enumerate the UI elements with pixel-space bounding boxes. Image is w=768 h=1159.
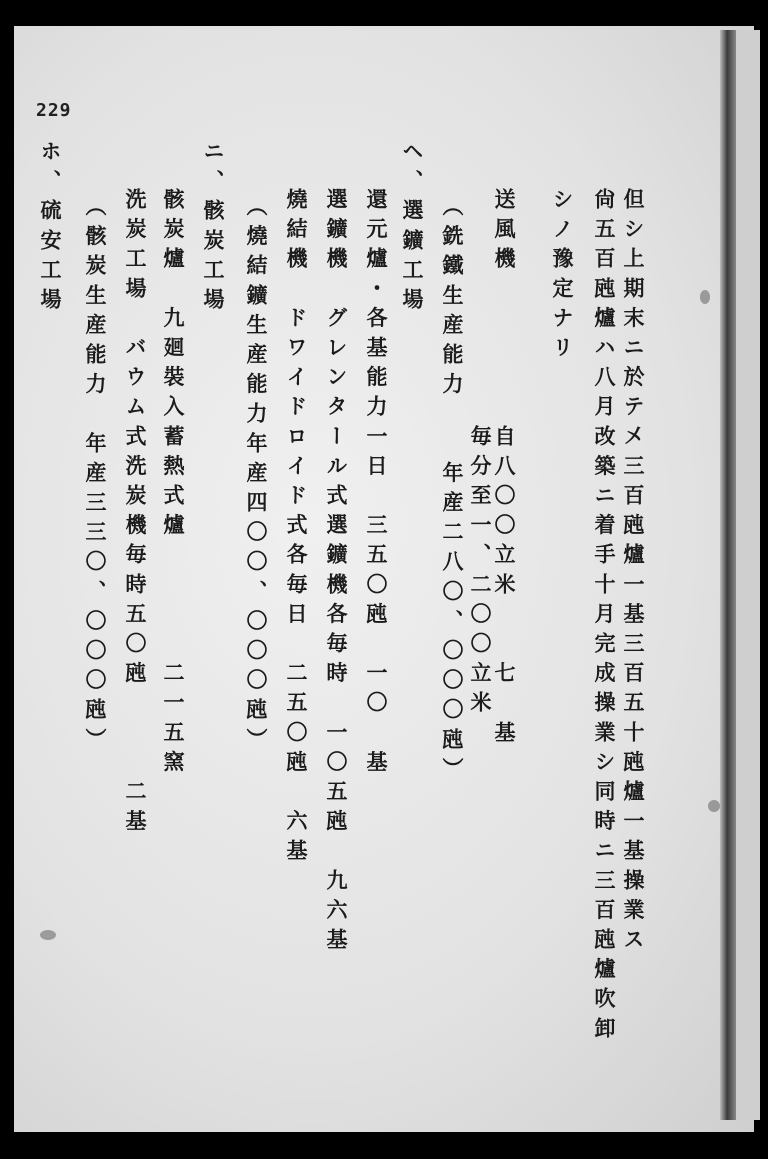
next-page-edge: [736, 30, 760, 1120]
text-column-11: （燒結鑛生産能力年産四〇〇、〇〇〇瓲）: [244, 195, 269, 758]
section-heading-ni: ニ、骸炭工場: [201, 140, 226, 318]
page-number: 229: [36, 100, 72, 121]
text-column-13: 骸炭爐 九廻裝入蓄熱式爐 二一五窯: [161, 188, 186, 780]
text-column-15: （骸炭生産能力 年産三三〇、〇〇〇瓲）: [83, 195, 108, 758]
section-heading-he: ヘ、選鑛工場: [400, 140, 425, 318]
text-column-3: シノ豫定ナリ: [550, 188, 575, 366]
paper-blemish: [708, 800, 720, 812]
text-column-14: 洗炭工場 バウム式洗炭機毎時五〇瓲 二基: [123, 188, 148, 840]
text-column-1: 但シ上期末ニ於テ㐅三百瓲爐一基三百五十瓲爐一基操業ス: [621, 188, 646, 958]
text-column-5: 毎分至一、二〇〇立米: [468, 188, 493, 721]
text-column-6: （銑鐵生産能力 年産二八〇、〇〇〇瓲）: [440, 195, 465, 787]
text-column-10: 燒結機 ドワイドロイド式各毎日 二五〇瓲 六基: [284, 188, 309, 869]
text-column-4: 送風機 自八〇〇立米 七 基: [492, 188, 517, 751]
paper-blemish: [700, 290, 710, 304]
text-column-8: 還元爐・各基能力一日 三五〇瓲 一〇 基: [364, 188, 389, 780]
text-column-9: 選鑛機 グレンタール式選鑛機各毎時 一〇五瓲 九六基: [324, 188, 349, 958]
paper-blemish: [40, 930, 56, 940]
text-column-2: 尙五百瓲爐ハ八月改築ニ着手十月完成操業シ同時ニ三百瓲爐吹卸: [592, 188, 617, 1047]
section-heading-ho: ホ、硫安工場: [38, 140, 63, 318]
